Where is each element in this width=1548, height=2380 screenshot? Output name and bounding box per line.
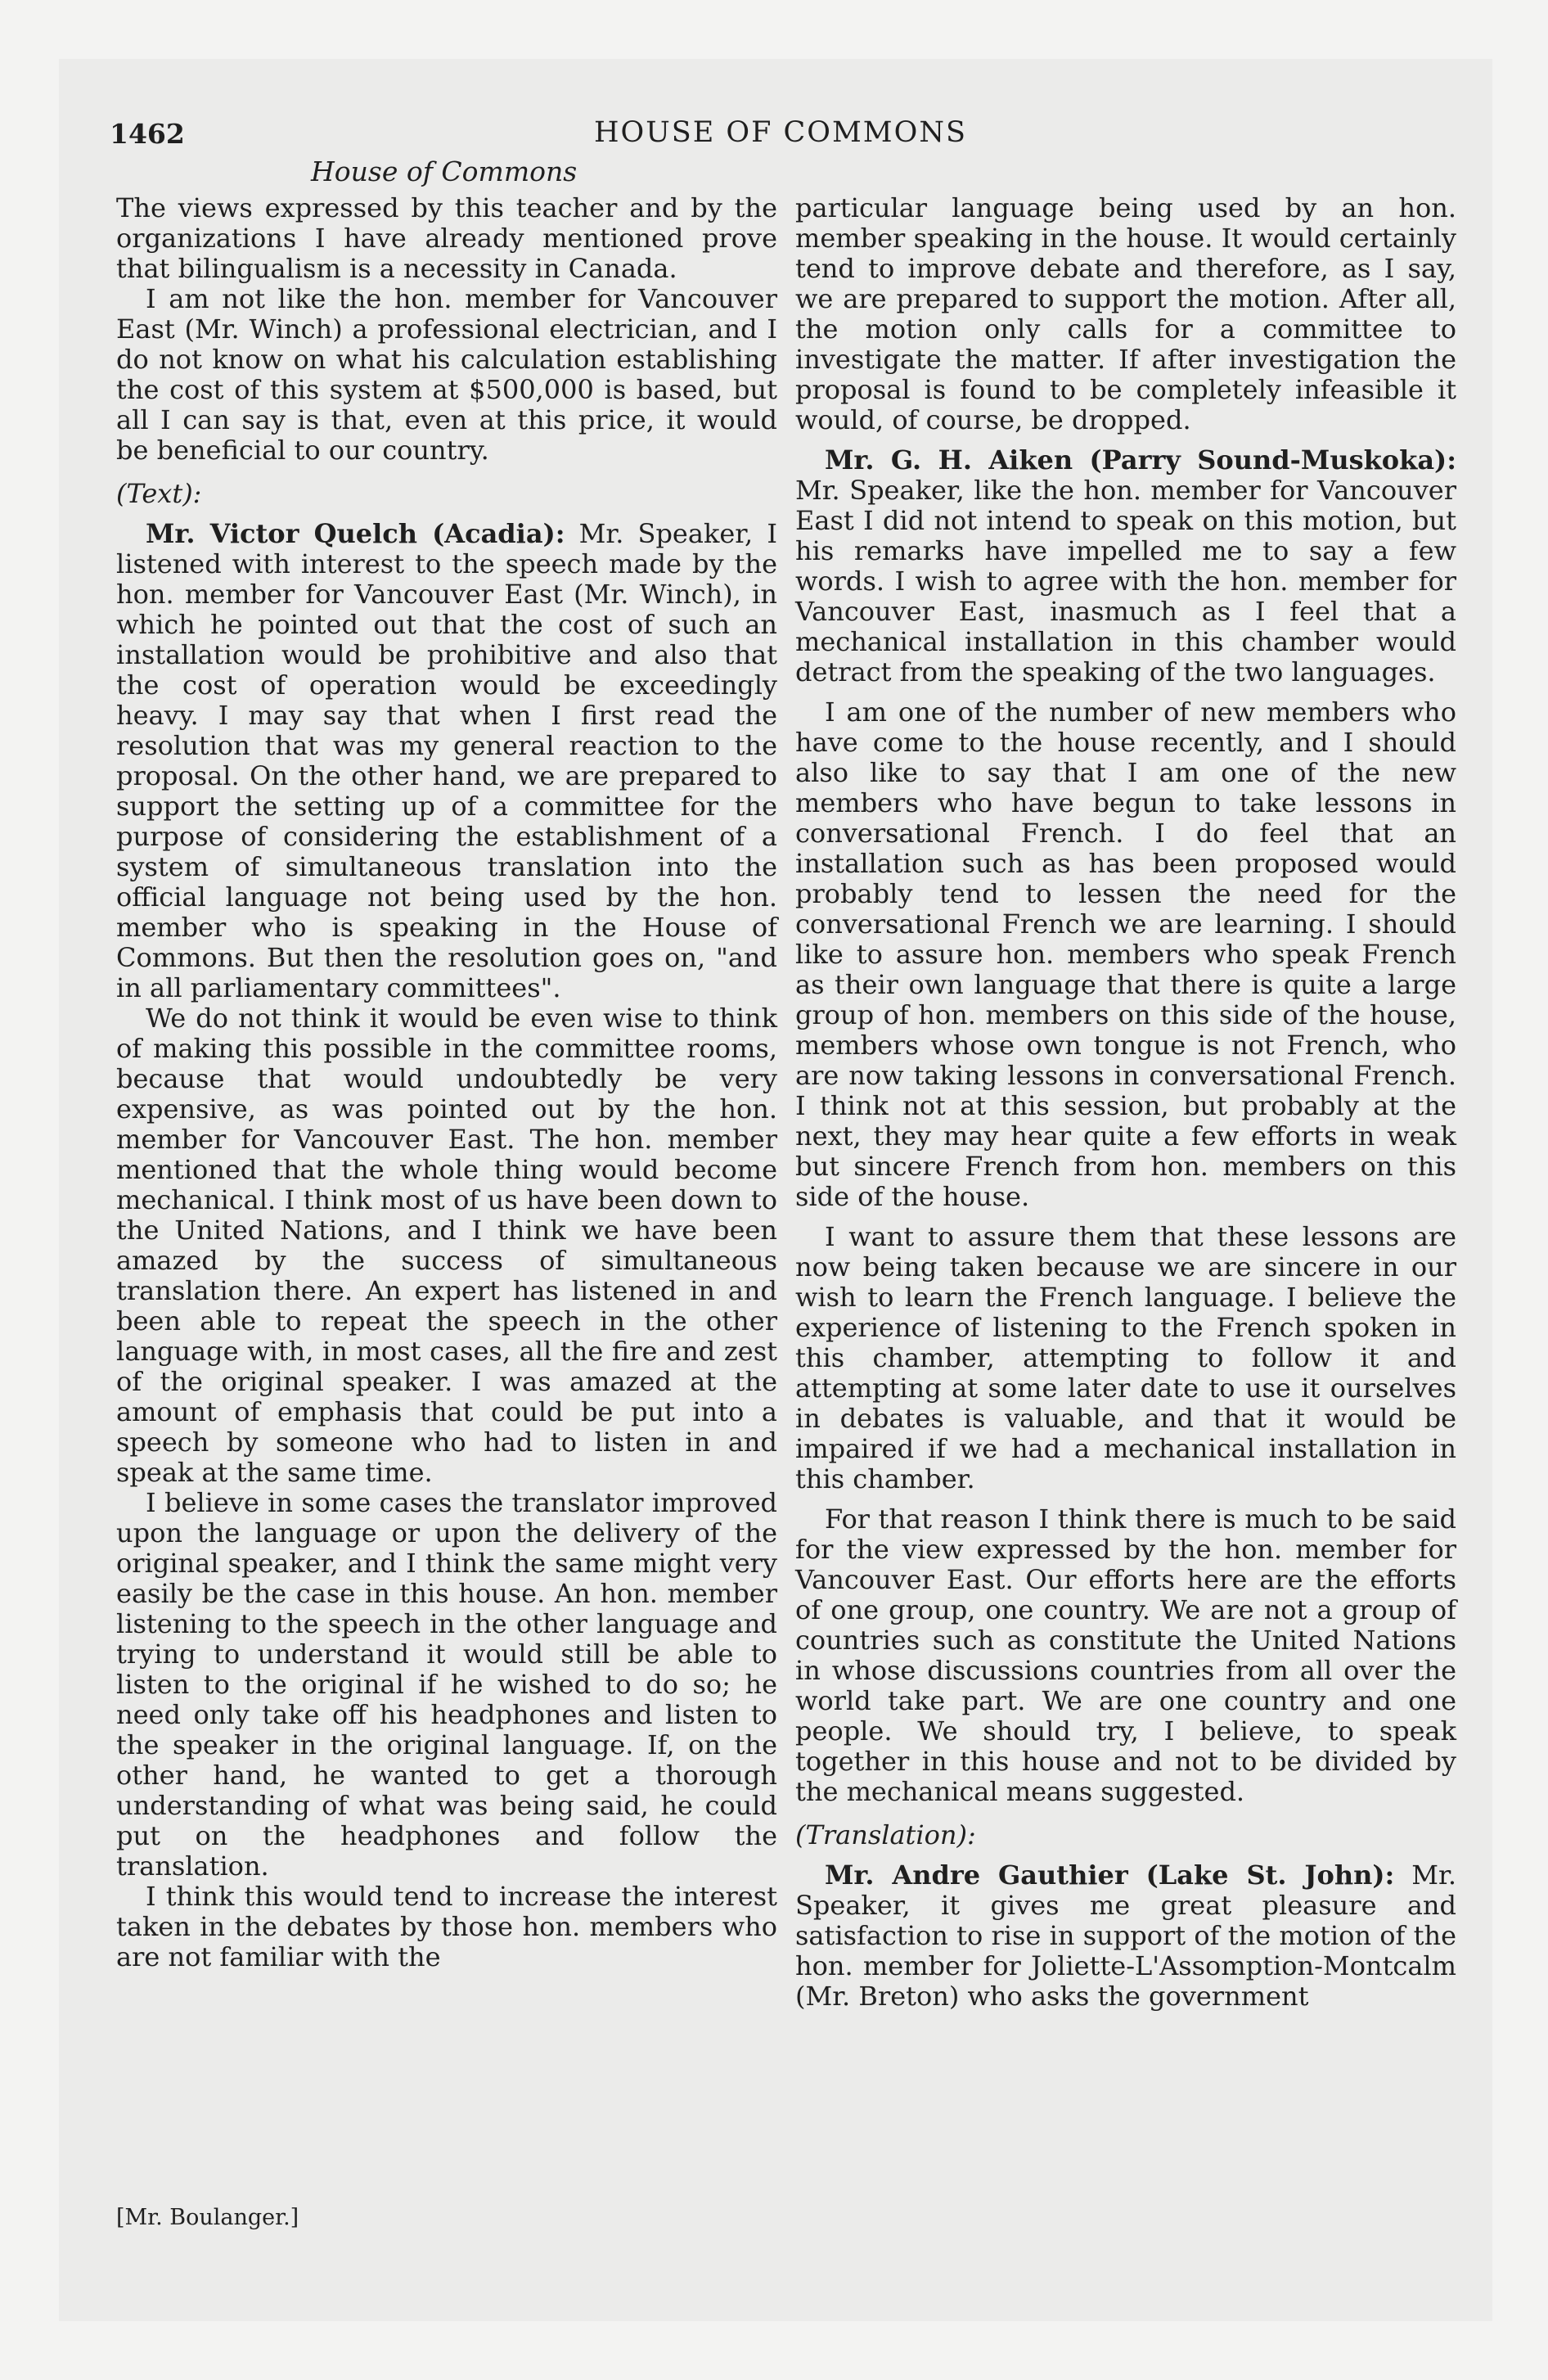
section-subheading: House of Commons [311, 156, 578, 187]
running-title: HOUSE OF COMMONS [594, 116, 967, 149]
paragraph: We do not think it would be even wise to think of making this possible in the committee rooms, because that would undoubtedly be very expensive, as was pointed out by the hon. member for Vancouver East. The hon. member mentioned that the whole thing would become mechanical. I think most of us have been down to the United Nations, and I think we have been amazed by the success of simultaneous translation there. An expert has listened in and been able to repeat the speech in the other language with, in most cases, all the fire and zest of the original speaker. I was amazed at the amount of emphasis that could be put into a speech by someone who had to listen in and speak at the same time. [116, 1003, 777, 1488]
text-label: (Text): [116, 478, 202, 509]
paragraph: I believe in some cases the translator improved upon the language or upon the delivery of the original speaker, and I think the same might very easily be the case in this house. An hon. member listening to the speech in the other language and trying to understand it would still be able to listen to the original if he wished to do so; he need only take off his headphones and listen to the speaker in the original language. If, on the other hand, he wanted to get a thorough understanding of what was being said, he could put on the headphones and follow the translation. [116, 1487, 777, 1882]
speech-paragraph [116, 519, 777, 1003]
paragraph: The views expressed by this teacher and by the organizations I have already mentioned prove that bilingualism is a necessity in Canada. [116, 192, 777, 284]
paragraph: particular language being used by an hon. member speaking in the house. It would certainly tend to improve debate and therefore, as I say, we are prepared to support the motion. After all, the motion only calls for a committee to investigate the matter. If after investigation the proposal is found to be completely infeasible it would, of course, be dropped. [795, 192, 1456, 435]
speech-text: Mr. Speaker, it gives me great pleasure and satisfaction to rise in support of the motion of the hon. member for Joliette-L'Assomption-Montcalm (Mr. Breton) who asks the government [795, 1859, 1457, 2012]
speech-text: Mr. Speaker, like the hon. member for Vancouver East I did not intend to speak on this motion, but his remarks have impelled me to say a few words. I wish to agree with the hon. member for Vancouver East, inasmuch as I feel that a mechanical installation in this chamber would detract from the speaking of the two languages. [795, 475, 1456, 687]
speaker-name: Mr. G. H. Aiken (Parry Sound-Muskoka): [825, 444, 1456, 476]
paragraph: For that reason I think there is much to be said for the view expressed by the hon. member for Vancouver East. Our efforts here are the efforts of one group, one country. We are not a group of countries such as constitute the United Nations in whose discussions countries from all over the world take part. We are one country and one people. We should try, I believe, to speak together in this house and not to be divided by the mechanical means suggested. [795, 1503, 1456, 1807]
page-header [110, 113, 1451, 159]
speech-paragraph [795, 445, 1456, 687]
paragraph: I am one of the number of new members who have come to the house recently, and I should also like to say that I am one of the new members who have begun to take lessons in conversational French. I do feel that an installation such as has been proposed would probably tend to lessen the need for the conversational French we are learning. I should like to assure hon. members who speak French as their own language that there is quite a large group of hon. members on this side of the house, members whose own tongue is not French, who are now taking lessons in conversational French. I think not at this session, but probably at the next, they may hear quite a few efforts in weak but sincere French from hon. members on this side of the house. [795, 696, 1456, 1212]
left-column [116, 193, 777, 1972]
speaker-name: Mr. Andre Gauthier (Lake St. John): [825, 1859, 1395, 1891]
speaker-footnote: [Mr. Boulanger.] [116, 2205, 299, 2230]
speech-paragraph [795, 1860, 1456, 2012]
paragraph: I want to assure them that these lessons are now being taken because we are sincere in our wish to learn the French language. I believe the experience of listening to the French spoken in this chamber, attempting to follow it and attempting at some later date to use it ourselves in debates is valuable, and that it would be impaired if we had a mechanical installation in this chamber. [795, 1221, 1456, 1494]
page-number: 1462 [110, 118, 185, 150]
speaker-name: Mr. Victor Quelch (Acadia): [146, 518, 565, 549]
right-column [795, 193, 1456, 2012]
paragraph: I think this would tend to increase the interest taken in the debates by those hon. members who are not familiar with the [116, 1881, 777, 1972]
paragraph: I am not like the hon. member for Vancouver East (Mr. Winch) a professional electrician, and I do not know on what his calculation establishing the cost of this system at $500,000 is based, but all I can say is that, even at this price, it would be beneficial to our country. [116, 283, 777, 466]
translation-label: (Translation): [795, 1819, 976, 1850]
speech-text: Mr. Speaker, I listened with interest to the speech made by the hon. member for Vancouver East (Mr. Winch), in which he pointed out that the cost of such an installation would be prohibitive and also that the cost of operation would be exceedingly heavy. I may say that when I first read the resolution that was my general reaction to the proposal. On the other hand, we are prepared to support the setting up of a committee for the purpose of considering the establishment of a system of simultaneous translation into the official language not being used by the hon. member who is speaking in the House of Commons. But then the resolution goes on, "and in all parliamentary committees". [116, 518, 777, 1003]
